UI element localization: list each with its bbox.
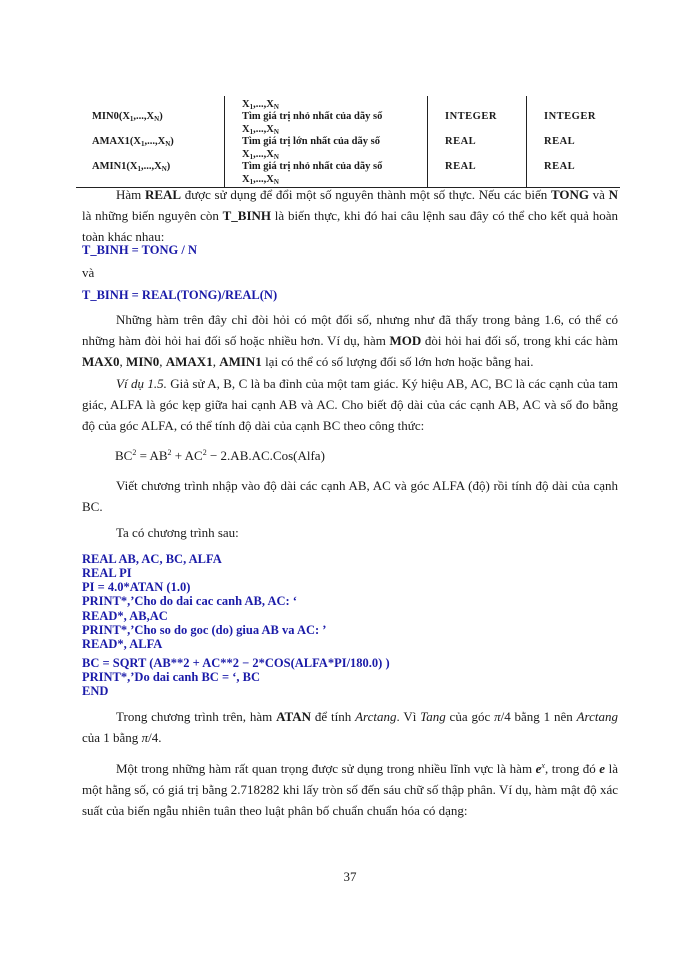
paragraph-real-function: Hàm REAL được sử dụng để đổi một số nguyên thành một số thực. Nếu các biến TONG và N là những biến nguyên còn T_BINH là biến thực, khi đó hai câu lệnh sau đây có thể cho kết quả hoàn toàn khác nhau: [82,187,618,244]
table-cell-result-type: INTEGER [544,111,596,122]
code-line: REAL PI [82,566,132,580]
paragraph-task: Viết chương trình nhập vào độ dài các cạnh AB, AC và góc ALFA (độ) rồi tính độ dài của cạnh BC. [82,478,618,514]
code-line: END [82,684,109,698]
table-cell-function: $AMIN1(X_1,...,X_N)$ [92,161,171,173]
page-number: 37 [343,869,357,884]
code-line: PRINT*,’Do dai canh BC = ‘, BC [82,670,260,684]
code-line: READ*, ALFA [82,637,163,651]
table-cell-description: Tìm giá trị nhỏ nhất của dãy số [242,111,383,122]
code-line: PRINT*,’Cho do dai cac canh AB, AC: ‘ [82,594,297,608]
code-line: READ*, AB,AC [82,609,168,623]
example-1-5: Ví dụ 1.5. Giả sử A, B, C là ba đỉnh của một tam giác. Ký hiệu AB, AC, BC là các cạnh của tam giác, ALFA là góc kẹp giữa hai cạnh AB và AC. Cho biết độ dài của các cạnh AB, AC và số đo bằng độ của góc ALFA, có thể tính độ dài của cạnh BC theo công thức: [82,376,618,433]
table-cell-arg-type: REAL [445,161,477,172]
table-cell-desc-cont: $X_1,...,X_N$ [242,124,279,136]
table-cell-description: Tìm giá trị nhỏ nhất của dãy số [242,161,383,172]
table-divider [526,96,527,188]
table-cell-function: $MIN0(X_1,...,X_N)$ [92,111,163,123]
table-divider [427,96,428,188]
formula-bc: $BC^2 = AB^2 + AC^2$ − 2.AB.AC.Cos(Alfa) [115,448,325,463]
table-cell-result-type: REAL [544,136,576,147]
paragraph-atan: Trong chương trình trên, hàm ATAN để tính Arctang. Vì Tang của góc π/4 bằng 1 nên Arctang của 1 bằng π/4. [82,709,619,745]
table-cell-desc-cont: $X_1,...,X_N$ [242,149,279,161]
code-line: BC = SQRT (AB**2 + AC**2 − 2*COS(ALFA*PI/180.0) ) [82,656,390,670]
paragraph-multi-arg: Những hàm trên đây chỉ đòi hỏi có một đối số, nhưng như đã thấy trong bảng 1.6, có thể có những hàm đòi hỏi hai đối số hoặc nhiều hơn. Ví dụ, hàm MOD đòi hỏi hai đối số, trong khi các hàm MAX0, MIN0, AMAX1, AMIN1 lại có thể có số lượng đối số lớn hơn hoặc bằng hai. [82,312,618,369]
paragraph-program-intro: Ta có chương trình sau: [116,525,239,540]
table-cell-function: $AMAX1(X_1,...,X_N)$ [92,136,174,148]
table-cell-arg-type: INTEGER [445,111,497,122]
conjunction-text: và [82,265,95,280]
table-cell-description: Tìm giá trị lớn nhất của dãy số [242,136,380,147]
code-line: REAL AB, AC, BC, ALFA [82,552,222,566]
code-line: PRINT*,’Cho so do goc (do) giua AB va AC: ’ [82,623,327,637]
code-line: PI = 4.0*ATAN (1.0) [82,580,191,594]
paragraph-exp-function: Một trong những hàm rất quan trọng được sử dụng trong nhiều lĩnh vực là hàm $e^x$, trong đó e là một hằng số, có giá trị bằng 2.718282 khi lấy tròn số đến sáu chữ số thập phân. Ví dụ, hàm mật độ xác suất của biến ngẫu nhiên tuân theo luật phân bố chuẩn chuẩn hóa có dạng: [82,761,618,818]
table-cell-arg-type: REAL [445,136,477,147]
table-cell-desc-cont: $X_1,...,X_N$ [242,174,279,186]
table-cell-result-type: REAL [544,161,576,172]
code-statement-1: T_BINH = TONG / N [82,243,198,257]
code-statement-2: T_BINH = REAL(TONG)/REAL(N) [82,288,278,302]
function-table [76,96,620,188]
example-label: Ví dụ 1.5. [116,376,167,391]
table-cell-desc-cont: $X_1,...,X_N$ [242,99,279,111]
table-divider [224,96,225,188]
